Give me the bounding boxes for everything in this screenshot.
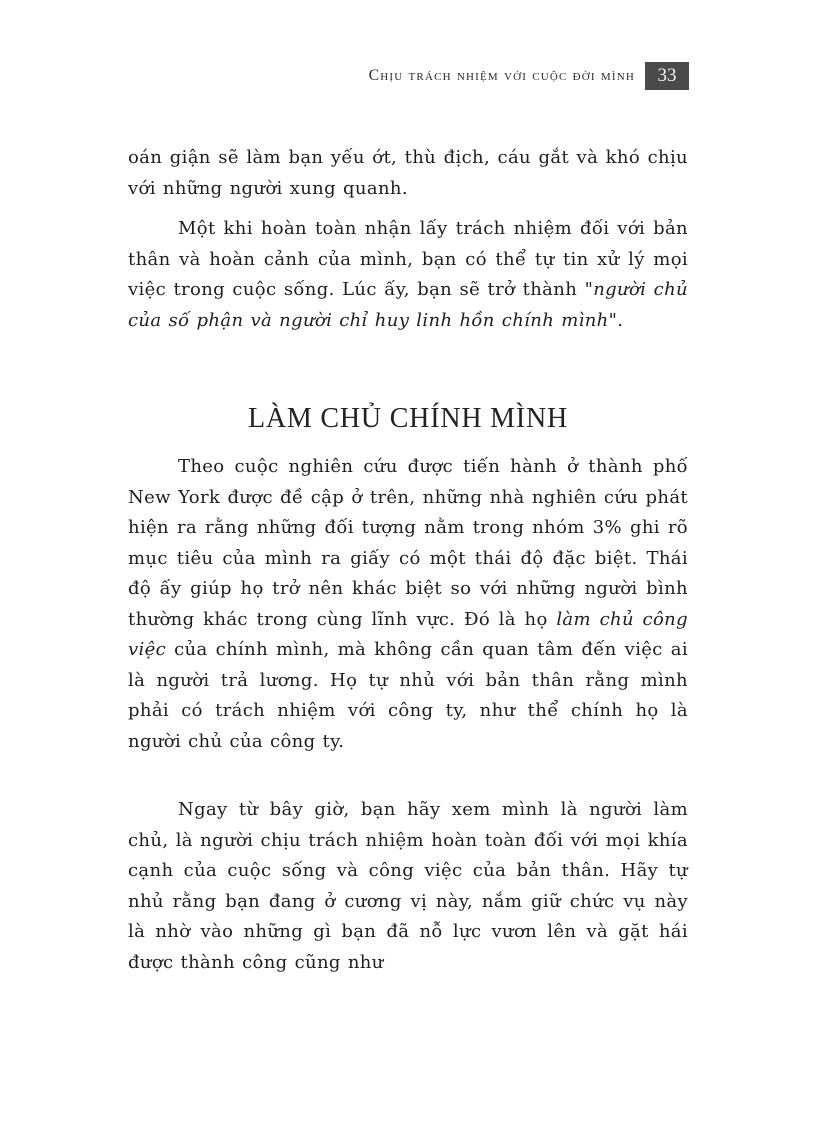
section-heading: LÀM CHỦ CHÍNH MÌNH [247, 403, 569, 434]
paragraph-3-text-a: Theo cuộc nghiên cứu được tiến hành ở thành phố New York được đề cập ở trên, những nhà nghiên cứu phát hiện ra rằng những đối tượng nằm trong nhóm 3% ghi rõ mục tiêu của mình ra giấy có một thái độ đặc biệt. Thái độ ấy giúp họ trở nên khác biệt so với những người bình thường khác trong cùng lĩnh vực. Đó là họ [128, 456, 688, 630]
paragraph-2-body [128, 214, 688, 336]
paragraph-1 [128, 143, 688, 204]
page-number: 33 [645, 62, 689, 90]
paragraph-2-quote: "người chủ của số phận và người chỉ huy linh hồn chính mình". [128, 279, 688, 331]
running-header [369, 62, 689, 90]
paragraph-1-text: oán giận sẽ làm bạn yếu ớt, thù địch, cáu gắt và khó chịu với những người xung quanh. [128, 147, 688, 199]
paragraph-3-emphasis: làm chủ công việc [128, 608, 688, 660]
paragraph-4 [128, 795, 688, 978]
paragraph-2 [128, 214, 688, 336]
paragraph-2-text: Một khi hoàn toàn nhận lấy trách nhiệm đối với bản thân và hoàn cảnh của mình, bạn có thể tự tin xử lý mọi việc trong cuộc sống. Lúc ấy, bạn sẽ trở thành [128, 218, 688, 300]
paragraph-3-text-b: của chính mình, mà không cần quan tâm đến việc ai là người trả lương. Họ tự nhủ với bản thân rằng mình phải có trách nhiệm với công ty, như thể chính họ là người chủ của công ty. [128, 639, 688, 752]
paragraph-3 [128, 452, 688, 757]
paragraph-3-body [128, 452, 688, 757]
paragraph-4-text: Ngay từ bây giờ, bạn hãy xem mình là người làm chủ, là người chịu trách nhiệm hoàn toàn đối với mọi khía cạnh của cuộc sống và công việc của bản thân. Hãy tự nhủ rằng bạn đang ở cương vị này, nắm giữ chức vụ này là nhờ vào những gì bạn đã nỗ lực vươn lên và gặt hái được thành công cũng như [128, 799, 688, 973]
running-title: Chịu trách nhiệm với cuộc đời mình [368, 67, 635, 84]
